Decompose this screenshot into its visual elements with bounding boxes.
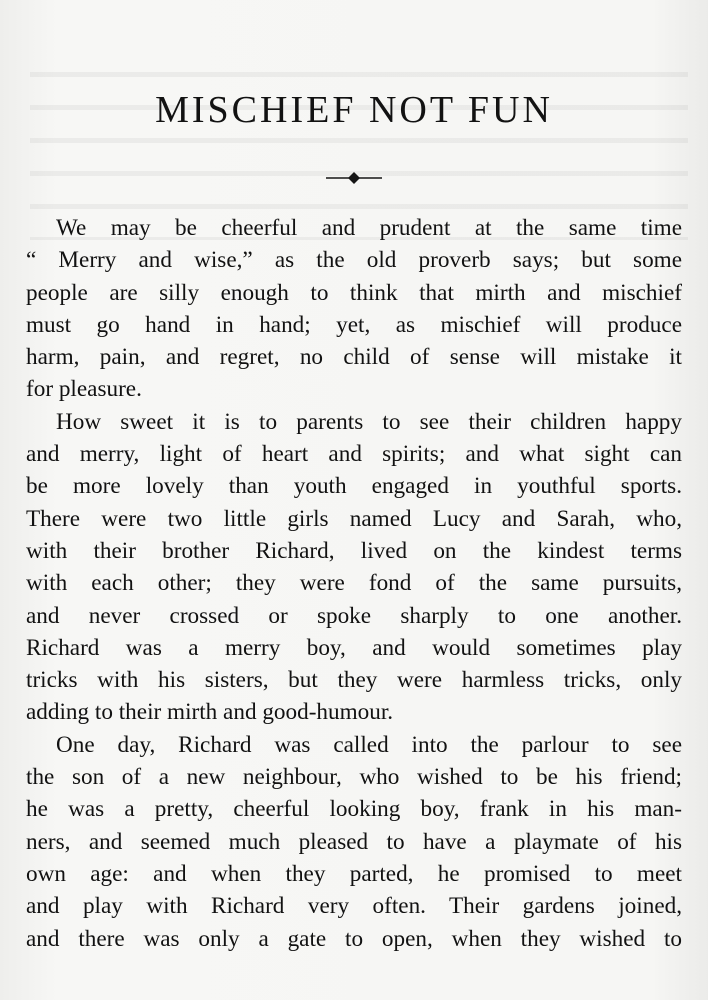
text-line: own age: and when they parted, he promised to meet [26, 860, 682, 887]
text-line: How sweet it is to parents to see their children happy [56, 408, 682, 435]
text-line: and never crossed or spoke sharply to one another. [26, 602, 682, 629]
text-line: Richard was a merry boy, and would sometimes play [26, 634, 682, 661]
text-line: he was a pretty, cheerful looking boy, frank in his man- [26, 796, 682, 823]
text-line: must go hand in hand; yet, as mischief will produce [26, 311, 682, 338]
text-line: ners, and seemed much pleased to have a playmate of his [26, 828, 682, 855]
text-line: with each other; they were fond of the same pursuits, [26, 570, 682, 597]
text-line: for pleasure. [26, 376, 142, 403]
text-line: with their brother Richard, lived on the kindest terms [26, 537, 682, 564]
text-line: and there was only a gate to open, when they wished to [26, 925, 682, 952]
chapter-body [26, 212, 682, 955]
text-line: the son of a new neighbour, who wished to be his friend; [26, 764, 682, 791]
text-line: adding to their mirth and good-humour. [26, 699, 394, 726]
paragraph-2 [26, 406, 682, 729]
text-line: and merry, light of heart and spirits; and what sight can [26, 441, 682, 468]
paragraph-3 [26, 729, 682, 955]
text-line: tricks with his sisters, but they were harmless tricks, only [26, 667, 682, 694]
text-line: people are silly enough to think that mirth and mischief [26, 279, 682, 306]
text-line: “ Merry and wise,” as the old proverb says; but some [26, 247, 682, 274]
text-line: We may be cheerful and prudent at the same time [56, 215, 682, 241]
text-line: There were two little girls named Lucy and Sarah, who, [26, 505, 682, 532]
paragraph-1 [26, 212, 682, 406]
text-line: and play with Richard very often. Their gardens joined, [26, 893, 682, 920]
chapter-title: MISCHIEF NOT FUN [155, 89, 553, 131]
text-line: be more lovely than youth engaged in youthful sports. [26, 473, 682, 500]
text-line: harm, pain, and regret, no child of sense will mistake it [26, 344, 682, 371]
title-ornament-icon [324, 170, 384, 186]
text-line: One day, Richard was called into the parlour to see [56, 731, 682, 758]
